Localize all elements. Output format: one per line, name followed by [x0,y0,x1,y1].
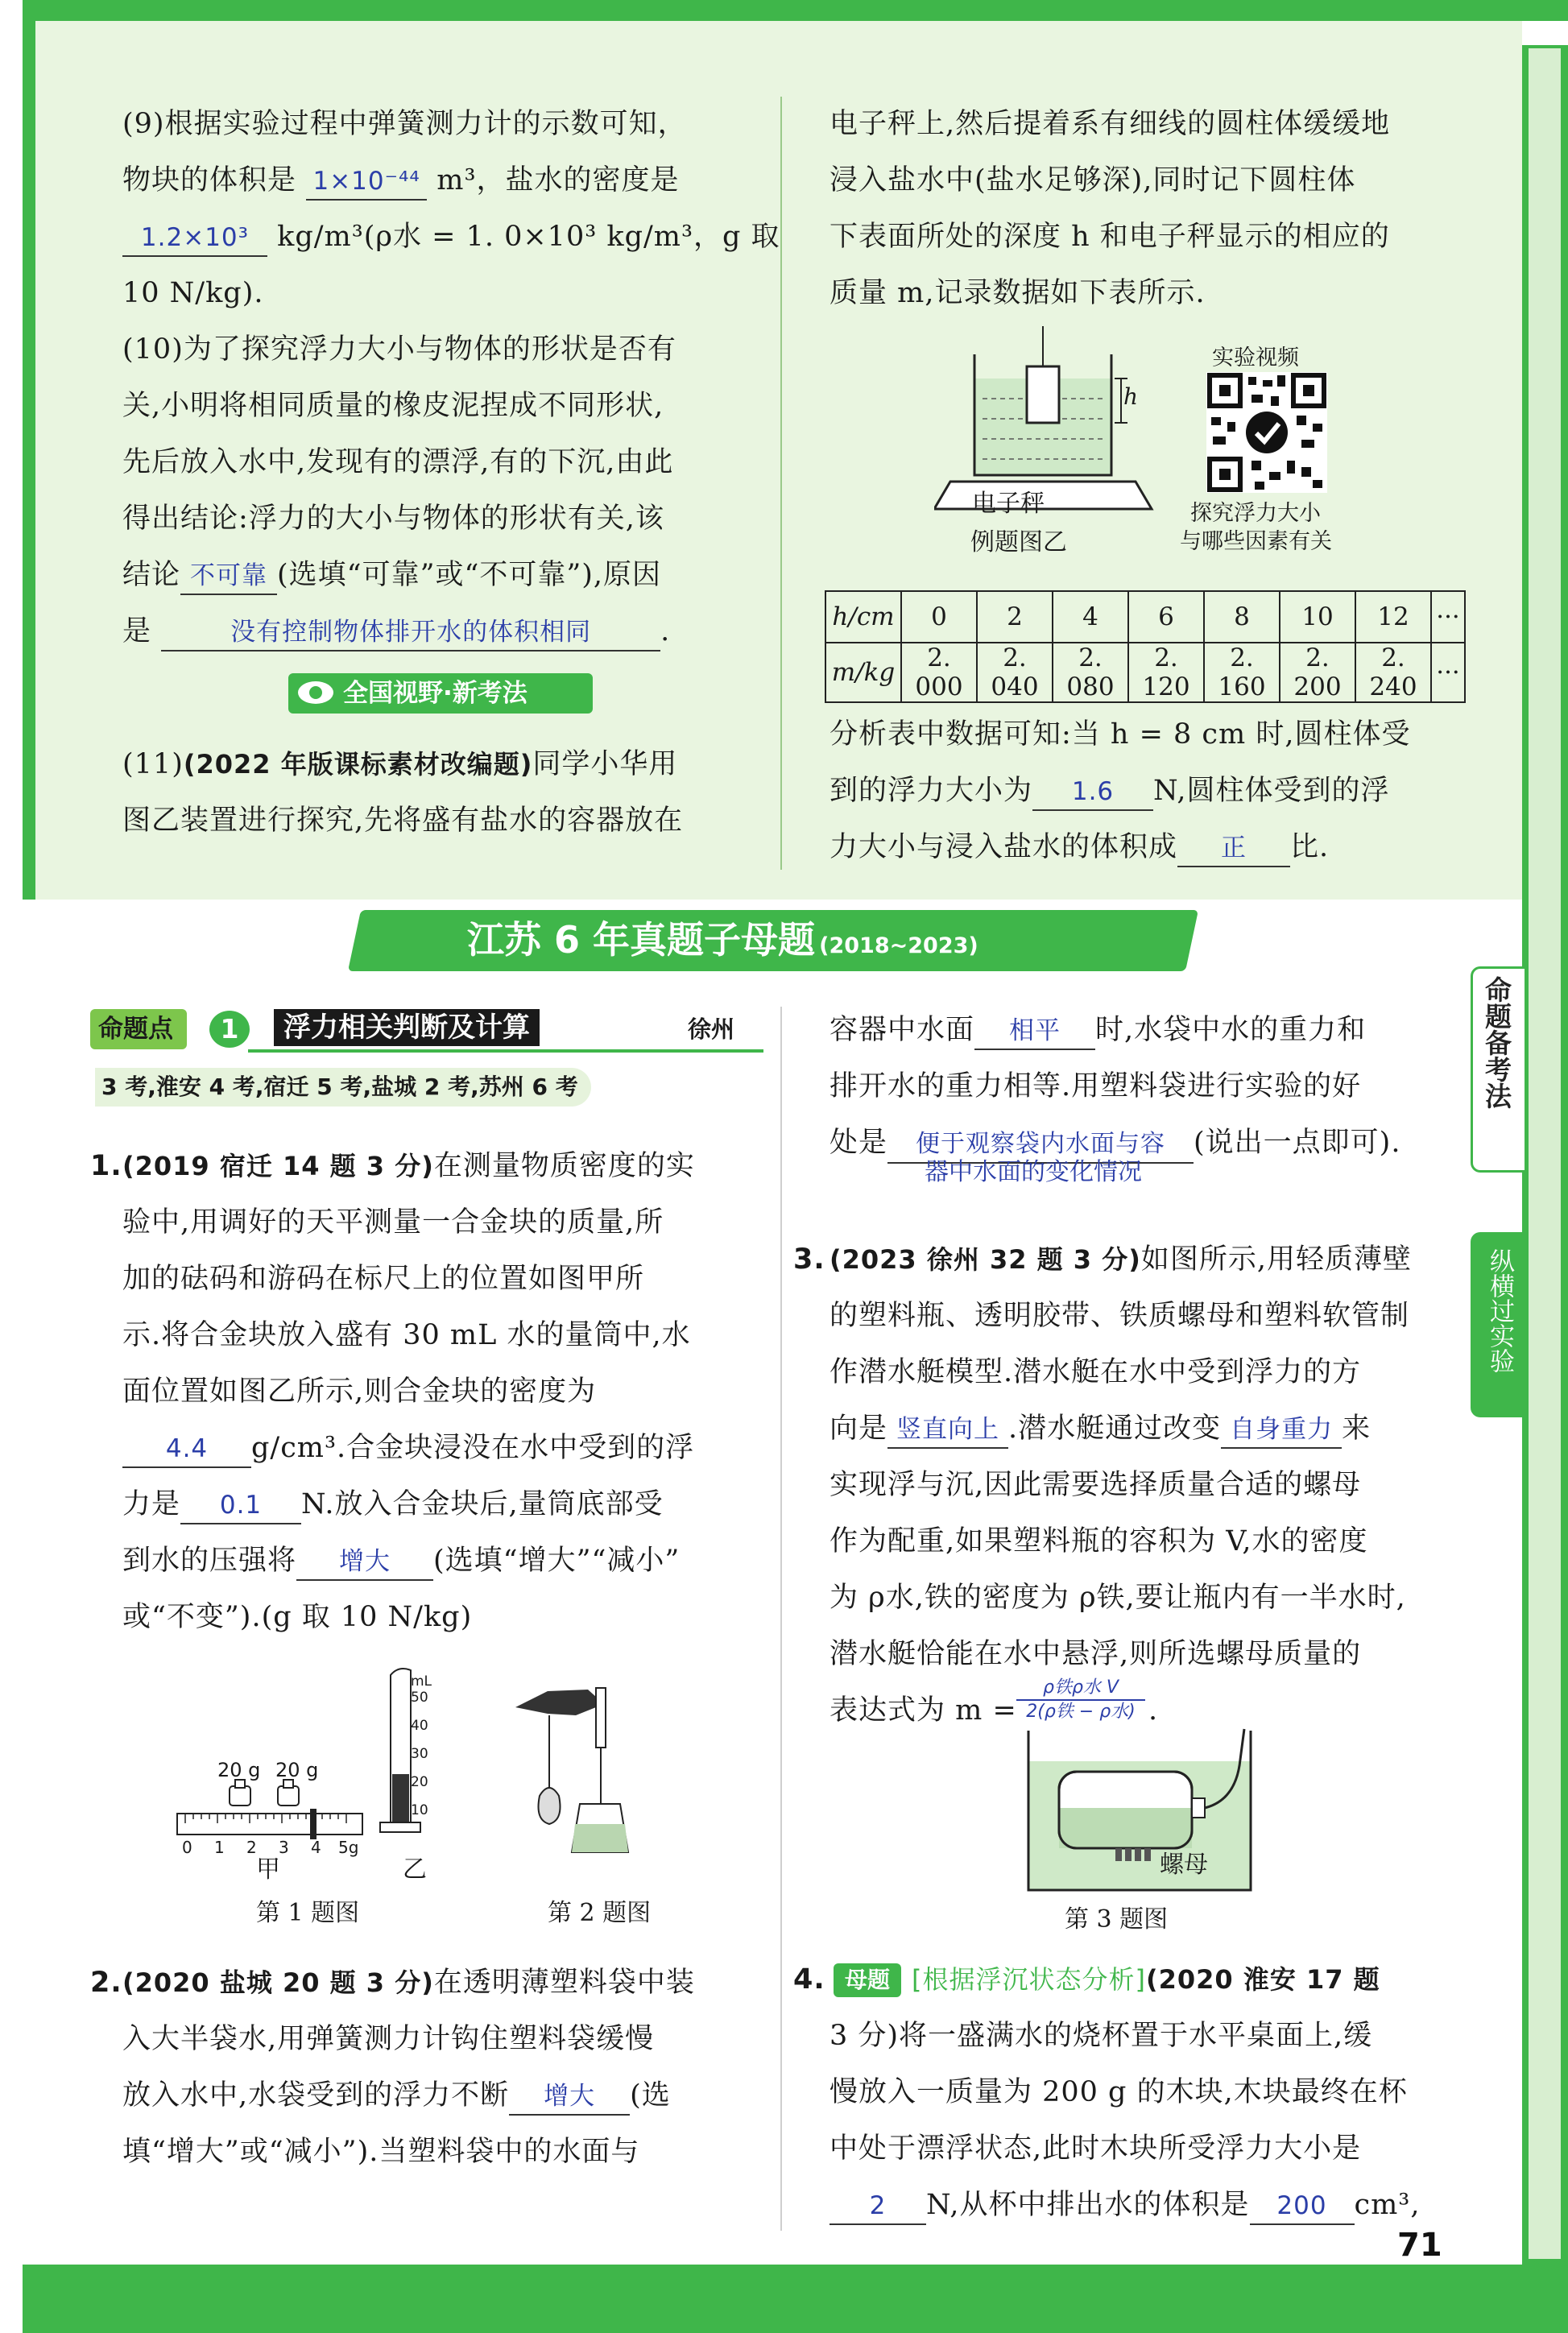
weights [230,1780,299,1806]
table-row [825,591,1465,643]
section-banner-title-wrap [467,915,978,965]
q4-tag2: [根据浮沉状态分析] [912,1964,1146,1995]
analysis-line3 [830,820,1329,875]
q1-answer-density[interactable]: 4.4 [122,1431,251,1468]
topic-title: 浮力相关判断及计算 [274,1009,540,1046]
ruler-tick-5: 5g [338,1838,359,1857]
electronic-scale-figure [934,322,1176,556]
eye-icon [298,681,333,704]
table-row [825,643,1465,702]
top-frame [23,0,1568,21]
qr-title: 实验视频 [1212,345,1299,370]
q2-number: 2. [90,1967,122,1999]
q10-line5 [122,548,661,602]
fig-yi-label: 乙 [403,1855,427,1884]
q9-answer-density[interactable]: 1.2×10³ [122,220,267,257]
topic-number: 1 [209,1011,250,1048]
q4-line3: 慢放入一质量为 200 g 的木块,木块最终在杯 [830,2076,1408,2108]
analysis-answer-ratio[interactable]: 正 [1177,830,1290,867]
q3-text-b: 向是 [830,1413,888,1445]
analysis-text-b: N,圆柱体受到的浮 [1153,775,1390,807]
qr-caption-line2: 与哪些因素有关 [1180,529,1332,554]
table-cell: 2. 160 [1204,643,1280,702]
table-cell: 2. 040 [977,643,1053,702]
analysis-text-d: 比. [1290,831,1330,863]
fig2-caption: 第 2 题图 [548,1899,652,1927]
q1-line9: 或“不变”).(g 取 10 N/kg) [122,1601,473,1633]
q11-source: (2022 年版课标素材改编题) [183,749,533,780]
national-view-badge [288,673,593,714]
q10-line2: 关,小明将相同质量的橡皮泥捏成不同形状, [122,390,664,422]
weight-label-1: 20 g [217,1759,261,1781]
bottom-frame [23,2265,1568,2333]
table-cell: 2. 000 [901,643,977,702]
table-cell: 2. 200 [1280,643,1355,702]
q2-line4: 填“增大”或“减小”).当塑料袋中的水面与 [122,2136,640,2168]
q3-source: (2023 徐州 32 题 3 分) [830,1244,1141,1275]
cylinder-mark-40: 40 [411,1718,428,1734]
q1-answer-pressure[interactable]: 增大 [296,1544,433,1581]
q1-text-e: 到水的压强将 [122,1545,297,1577]
q3-period: . [1148,1694,1159,1727]
q2-text-d: 容器中水面 [830,1014,975,1046]
q4-text-a: N,从杯中排出水的体积是 [926,2189,1250,2221]
q2-text-f: 处是 [830,1127,888,1159]
cylinder-mark-20: 20 [411,1774,428,1790]
section-banner-title: 江苏 6 年真题子母题 [467,918,816,962]
q3-line1 [830,1232,1412,1287]
q1-line6 [122,1421,694,1475]
table-cell: ··· [1431,643,1465,702]
q4-tag: 母题 [834,1963,901,1997]
q3-line2: 的塑料瓶、透明胶带、铁质螺母和塑料软管制 [830,1300,1410,1332]
q10-line4: 得出结论:浮力的大小与物体的形状有关,该 [122,503,664,535]
q9-line2 [122,153,680,208]
section-banner-years: (2018~2023) [819,933,978,958]
q9-line3 [122,209,780,264]
q2-answer-level[interactable]: 相平 [974,1013,1095,1050]
q1-text-d: N.放入合金块后,量筒底部受 [301,1488,664,1520]
cylinder-mark-10: 10 [411,1802,428,1818]
q3-answer-denominator: 2(ρ铁 − ρ水) [1026,1702,1136,1722]
q4-line5 [830,2178,1420,2232]
table-cell: 2. 120 [1128,643,1204,702]
cylinder [1027,366,1059,423]
q2-text-c: (选 [630,2079,671,2112]
q3-line9 [830,1683,1017,1738]
q10-line1: (10)为了探究浮力大小与物体的形状是否有 [122,333,676,366]
hand-spring-scale [515,1688,628,1852]
q1-line8 [122,1533,680,1588]
balance-scale-ruler [177,1814,362,1835]
q3-answer-gravity[interactable]: 自身重力 [1221,1412,1342,1449]
scale-label: 电子秤 [972,490,1045,518]
analysis-answer-buoyancy[interactable]: 1.6 [1032,774,1153,811]
table-cell: h/cm [825,591,901,643]
national-view-badge-label: 全国视野·新考法 [343,679,527,708]
q1-answer-buoyancy[interactable]: 0.1 [180,1487,301,1524]
q2-text-b: 放入水中,水袋受到的浮力不断 [122,2079,510,2112]
table-cell: 2. 240 [1355,643,1431,702]
rt-line4: 质量 m,记录数据如下表所示. [830,277,1206,309]
q1-text-a: 在测量物质密度的实 [433,1150,695,1182]
cylinder-unit: mL [411,1673,432,1690]
ruler-tick-0: 0 [182,1838,192,1857]
page-number: 71 [1397,2227,1442,2264]
q2-r-line2: 排开水的重力相等.用塑料袋进行实验的好 [830,1070,1362,1102]
topic-heading [90,1009,760,1054]
q4-line1 [912,1952,1380,2007]
q1-text-f: (选填“增大”“减小” [433,1545,681,1577]
q1-line4: 示.将合金块放入盛有 30 mL 水的量筒中,水 [122,1319,691,1351]
topic-cities-b: 3 考,淮安 4 考,宿迁 5 考,盐城 2 考,苏州 6 考 [95,1068,591,1107]
q3-number: 3. [793,1243,825,1276]
q3-answer-direction[interactable]: 竖直向上 [887,1412,1008,1449]
q3-text-d: 来 [1342,1413,1371,1445]
q9-text-a: 物块的体积是 [122,164,297,196]
table-cell: 2. 080 [1053,643,1128,702]
q11-line2: 图乙装置进行探究,先将盛有盐水的容器放在 [122,805,684,837]
q11-line1 [122,737,677,792]
q3-line7: 为 ρ水,铁的密度为 ρ铁,要让瓶内有一半水时, [830,1582,1406,1614]
q10-text-c: 是 [122,615,152,647]
q1-text-b: g/cm³.合金块浸没在水中受到的浮 [251,1432,695,1464]
q1-number: 1. [90,1150,122,1182]
column-divider-bottom [780,1007,782,2231]
weight-label-2: 20 g [275,1759,319,1781]
q1-line5: 面位置如图乙所示,则合金块的密度为 [122,1375,597,1408]
q10-text-b: (选填“可靠”或“不可靠”),原因 [277,559,662,591]
table-cell: 8 [1204,591,1280,643]
q2-line3 [122,2068,671,2123]
table-cell: 10 [1280,591,1355,643]
submarine-figure [1027,1727,1260,1897]
q3-line3: 作潜水艇模型.潜水艇在水中受到浮力的方 [830,1356,1362,1388]
q1-text-c: 力是 [122,1488,181,1520]
analysis-line2 [830,763,1390,818]
q3-answer-formula[interactable] [1016,1677,1145,1723]
qr-code-icon[interactable] [1206,372,1327,493]
q10-line3: 先后放入水中,发现有的漂浮,有的下沉,由此 [122,446,674,478]
q2-answer-buoyancy[interactable]: 增大 [509,2079,630,2116]
fig3-caption: 第 3 题图 [1065,1905,1169,1934]
q3-line6: 作为配重,如果塑料瓶的容积为 V,水的密度 [830,1525,1368,1557]
q9-line1: (9)根据实验过程中弹簧测力计的示数可知， [122,108,687,140]
q2-text-g: (说出一点即可). [1194,1127,1401,1159]
q1-line2: 验中,用调好的天平测量一合金块的质量,所 [122,1206,664,1239]
q4-line2: 3 分)将一盛满水的烧杯置于水平桌面上,缓 [830,2020,1373,2052]
ruler-tick-4: 4 [311,1838,321,1857]
q3-text-e: 表达式为 m = [830,1694,1017,1727]
q3-answer-numerator: ρ铁ρ水 V [1016,1677,1145,1701]
analysis-line1: 分析表中数据可知:当 h = 8 cm 时,圆柱体受 [830,718,1411,751]
right-frame-light [1529,48,1561,2259]
ruler-tick-3: 3 [279,1838,289,1857]
q11-number: (11) [122,748,184,780]
q2-text-e: 时,水袋中水的重力和 [1095,1014,1367,1046]
q1-source: (2019 宿迁 14 题 3 分) [122,1151,434,1181]
q9-text-b: m³，盐水的密度是 [436,164,680,196]
analysis-text-a: 到的浮力大小为 [830,775,1033,807]
fig-h-label: h [1123,383,1139,410]
rider [310,1809,316,1839]
table-cell: ··· [1431,591,1465,643]
ruler-tick-2: 2 [246,1838,257,1857]
fig-yi-caption: 例题图乙 [970,528,1067,556]
table-cell: m/kg [825,643,901,702]
q2-line2: 入大半袋水,用弹簧测力计钩住塑料袋缓慢 [122,2023,655,2055]
cylinder-mark-50: 50 [411,1690,428,1706]
q3-line5: 实现浮与沉,因此需要选择质量合适的螺母 [830,1469,1362,1501]
q1-line1 [122,1139,695,1193]
q4-answer-buoyancy[interactable]: 2 [830,2188,926,2225]
q4-answer-volume[interactable]: 200 [1250,2188,1355,2225]
q4-line4: 中处于漂浮状态,此时木块所受浮力大小是 [830,2132,1362,2165]
q1-line7 [122,1477,664,1532]
q3-line8: 潜水艇恰能在水中悬浮,则所选螺母质量的 [830,1638,1362,1670]
q1-line3: 加的砝码和游码在标尺上的位置如图甲所 [122,1263,645,1295]
q2-line1 [122,1955,695,2010]
q3-line4 [830,1401,1371,1456]
analysis-text-c: 力大小与浸入盐水的体积成 [830,831,1178,863]
q9-text-c: kg/m³(ρ水 = 1. 0×10³ kg/m³，g 取 [277,221,780,253]
rt-line2: 浸入盐水中(盐水足够深),同时记下圆柱体 [830,164,1356,196]
q10-answer-reason[interactable]: 没有控制物体排开水的体积相同 [161,614,660,652]
table-cell: 0 [901,591,977,643]
q3-text-a: 如图所示,用轻质薄壁 [1140,1243,1412,1276]
depth-mass-table [825,590,1466,703]
nut-label: 螺母 [1160,1851,1208,1879]
q4-text-b: cm³, [1354,2189,1421,2221]
ruler-tick-1: 1 [214,1838,225,1857]
q10-text-d: . [660,615,671,647]
fig-jia-label: 甲 [256,1855,280,1884]
q10-line6 [122,604,670,659]
q2-text-a: 在透明薄塑料袋中装 [433,1967,695,1999]
side-tab-experiment-label: 纵横过实验 [1485,1248,1514,1373]
column-divider-top [780,97,782,870]
fig1-caption: 第 1 题图 [256,1899,360,1927]
rt-line3: 下表面所处的深度 h 和电子秤显示的相应的 [830,221,1390,253]
side-tab-exam-method-label: 命题备考法 [1481,976,1512,1109]
q10-answer-reliable[interactable]: 不可靠 [180,558,277,595]
table-cell: 6 [1128,591,1204,643]
table-cell: 2 [977,591,1053,643]
cylinder-mark-30: 30 [411,1746,428,1762]
q2-source: (2020 盐城 20 题 3 分) [122,1967,434,1998]
q2-answer-advantage-b[interactable]: 器中水面的变化情况 [925,1158,1142,1186]
topic-label: 命题点 [98,1015,173,1044]
q9-line4: 10 N/kg). [122,277,264,309]
q4-source: (2020 淮安 17 题 [1145,1964,1380,1995]
q9-answer-volume[interactable]: 1×10⁻⁴⁴ [306,163,427,201]
topic-cities-a: 徐州 [688,1016,735,1043]
q2-r-line1 [830,1003,1366,1057]
q4-number: 4. [793,1963,825,1996]
table-cell: 12 [1355,591,1431,643]
left-frame [23,0,35,900]
q10-text-a: 结论 [122,559,181,591]
rt-line1: 电子秤上,然后提着系有细线的圆柱体缓缓地 [830,108,1391,140]
q3-text-c: .潜水艇通过改变 [1008,1413,1222,1445]
q11-text-a: 同学小华用 [532,748,678,780]
qr-caption-line1: 探究浮力大小 [1190,501,1321,526]
table-cell: 4 [1053,591,1128,643]
q2-answer-advantage-a[interactable]: 便于观察袋内水面与容 [887,1127,1194,1164]
